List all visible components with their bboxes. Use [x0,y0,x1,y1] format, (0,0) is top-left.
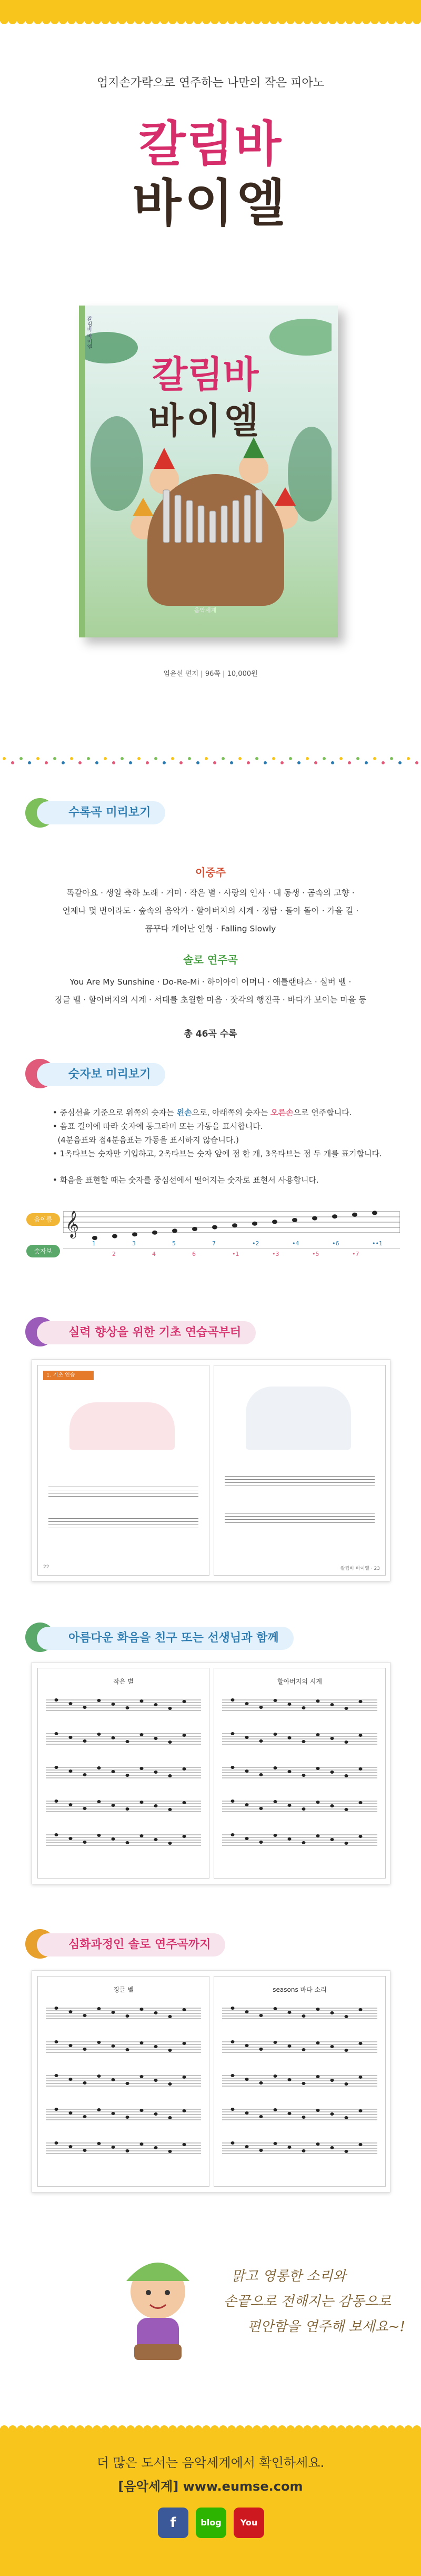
solo-line-1: You Are My Sunshine · Do-Re-Mi · 하이아이 어머니 · 애틀랜타스 · 실버 벨 · [69,977,352,987]
staff-diagram [63,1201,400,1270]
notation-section-header: 숫자보 미리보기 [37,1063,165,1086]
page-number-left: 22 [43,1565,49,1570]
svg-text:6: 6 [192,1251,196,1257]
solo-page-right-title: seasons 바다 소리 [273,1986,327,1993]
notation-note-2: • 음표 길이에 따라 숫자에 동그라미 또는 가동을 표시합니다. [53,1122,263,1131]
staff-block [225,1471,375,1555]
page-number-right: 칼림바 바이엘 · 23 [340,1566,380,1571]
footer-line-1: 더 많은 도서는 음악세계에서 확인하세요. [96,2455,325,2470]
svg-text:•4: •4 [292,1240,299,1247]
duet-line-2: 언제나 몇 번이라도 · 숲속의 음악가 · 할아버지의 시계 · 징탐 · 돌아 돌아 · 가을 길 · [62,906,359,916]
solo-section-header: 심화과정인 솔로 연주곡까지 [37,1933,225,1956]
promo-line-1: 맑고 영롱한 소리와 [232,2268,346,2284]
svg-text:7: 7 [212,1240,216,1247]
duet-page-right-title: 할아버지의 시계 [277,1678,322,1685]
duet-page-left [37,1668,209,1879]
notation-note-3: (4분음표와 점4분음표는 가동을 표시하지 않습니다.) [57,1135,239,1145]
score-staves [222,2003,377,2177]
solo-line-2: 징글 벨 · 할아버지의 시계 · 서대를 초월한 마음 · 잣각의 행진곡 · 바다가 보이는 마을 등 [54,995,367,1005]
solo-page-left-title: 징글 벨 [113,1986,134,1993]
duet-sample-pages [32,1662,390,1884]
promo-line-3: 편안함을 연주해 보세요~! [247,2319,405,2335]
blog-icon[interactable]: blog [196,2508,226,2538]
duet-line-3: 꼼꾸다 캐어난 인형 · Falling Slowly [145,924,276,933]
basics-page-left [37,1365,209,1576]
book-spine-text: 칼림바 바이엘 [86,316,92,350]
staff-label-top: 음이름 [26,1213,60,1226]
book-publisher: 음악세계 [194,607,217,614]
youtube-icon[interactable]: You [234,2508,264,2538]
page-title-line2: 바이엘 [132,174,289,233]
kalimba-diagram [69,1402,175,1450]
promo-line-2: 손끝으로 전해지는 감동으로 [224,2294,391,2309]
kalimba-diagram [246,1387,351,1450]
svg-text:•5: •5 [312,1251,319,1257]
score-staves [46,1695,201,1869]
svg-text:•1: •1 [232,1251,239,1257]
notation-note-1: • 중심선을 기준으로 위쪽의 숫자는 왼손으로, 아래쪽의 숫자는 오른손으로 연주합니다. [53,1108,352,1117]
basics-page-tab: 1. 기초 연습 [43,1371,94,1380]
score-staves [46,2003,201,2177]
svg-text:𝄞: 𝄞 [65,1211,79,1237]
svg-text:3: 3 [132,1240,136,1247]
social-links [158,2508,268,2544]
basics-section-header: 실력 향상을 위한 기초 연습곡부터 [37,1321,256,1344]
notation-note-5: • 화음을 표현할 때는 숫자를 중심선에서 떨어지는 숫자로 표현서 사용합니다. [53,1175,319,1185]
duet-title: 이중주 [195,866,226,879]
songs-section-header: 수록곡 미리보기 [37,801,165,824]
solo-page-right [214,1976,386,2187]
top-scallop-edge [0,20,421,28]
duet-line-1: 똑같아요 · 생일 축하 노래 · 거미 · 작은 별 · 사랑의 인사 · 내 동생 · 곰속의 고향 · [66,888,355,898]
duet-section-header: 아름다운 화음을 친구 또는 선생님과 함께 [37,1627,294,1650]
book-info: 엄윤선 편저 | 96쪽 | 10,000원 [163,670,258,678]
dotted-divider [0,753,421,769]
svg-text:•3: •3 [272,1251,279,1257]
book-cover-title-line2: 바이엘 [148,400,262,442]
basics-sample-pages [32,1359,390,1581]
solo-page-left [37,1976,209,2187]
book-cover-title-line1: 칼림바 [152,353,259,396]
duet-page-right [214,1668,386,1879]
elf-character [105,2244,210,2371]
duet-page-left-title: 작은 별 [113,1678,134,1685]
solo-title: 솔로 연주곡 [183,953,238,966]
footer-banner [0,2428,421,2576]
staff-block [48,1481,198,1545]
facebook-icon[interactable]: f [158,2508,188,2538]
svg-text:2: 2 [112,1251,116,1257]
svg-text:•7: •7 [352,1251,359,1257]
svg-text:5: 5 [172,1240,176,1247]
score-staves [222,1695,377,1869]
basics-page-right [214,1365,386,1576]
notation-note-4: • 1옥타브는 숫자만 기입하고, 2옥타브는 숫자 앞에 점 한 개, 3옥타브는 점 두 개를 표기합니다. [53,1149,382,1158]
footer-line-2[interactable]: [음악세계] www.eumse.com [118,2479,303,2494]
svg-text:•2: •2 [252,1240,259,1247]
kalimba-tines [158,485,274,548]
svg-text:1: 1 [92,1240,96,1247]
top-banner [0,0,421,21]
page-title-line1: 칼림바 [138,116,283,172]
staff-label-bottom: 숫자보 [26,1245,60,1257]
svg-text:•6: •6 [332,1240,339,1247]
total-songs: 총 46곡 수록 [184,1029,237,1039]
svg-text:••1: ••1 [372,1240,383,1247]
solo-sample-pages [32,1970,390,2192]
page-subtitle: 엄지손가락으로 연주하는 나만의 작은 피아노 [97,76,324,90]
svg-text:4: 4 [152,1251,156,1257]
